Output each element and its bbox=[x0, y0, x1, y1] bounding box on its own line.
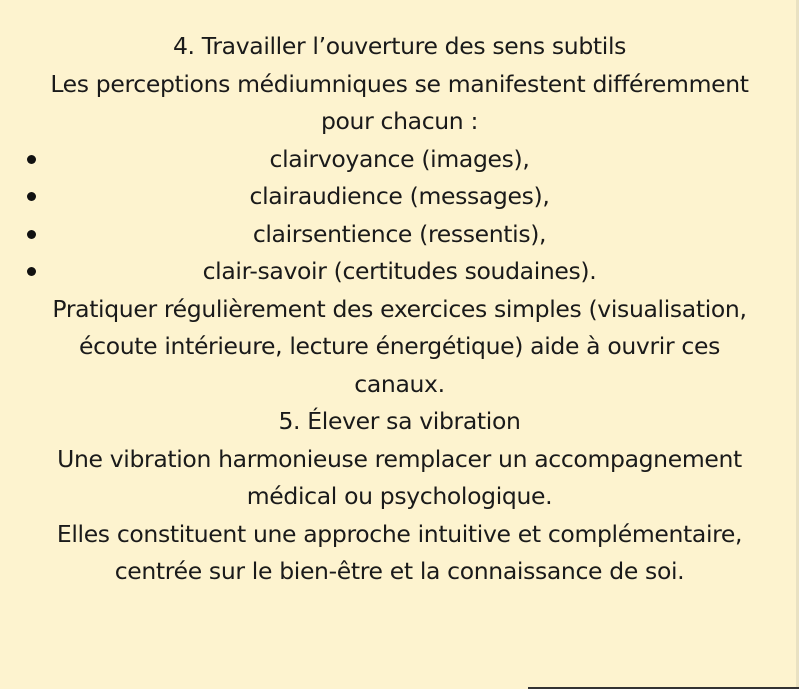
section-5-line-1: Une vibration harmonieuse remplacer un accompagnement bbox=[57, 444, 742, 473]
section-4-title: 4. Travailler l’ouverture des sens subtils bbox=[172, 32, 627, 60]
section-5-title: 5. Élever sa vibration bbox=[278, 407, 521, 435]
list-item bbox=[0, 253, 799, 291]
bullet-icon bbox=[27, 267, 36, 276]
section-4-practice-line-3: canaux. bbox=[354, 369, 445, 398]
section-4-intro-line-2: pour chacun : bbox=[320, 107, 479, 135]
bullet-icon bbox=[27, 192, 36, 201]
section-5-line-3: Elles constituent une approche intuitive et complémentaire, bbox=[56, 519, 743, 548]
list-item bbox=[0, 178, 799, 216]
list-item-text: clair-savoir (certitudes soudaines). bbox=[202, 257, 597, 285]
section-4-intro-line-1: Les perceptions médiumniques se manifestent différemment bbox=[50, 69, 749, 98]
document-body bbox=[0, 28, 799, 591]
section-4-practice-line-2: écoute intérieure, lecture énergétique) aide à ouvrir ces bbox=[79, 332, 720, 360]
list-item bbox=[0, 141, 799, 179]
list-item-text: clairaudience (messages), bbox=[249, 182, 550, 210]
perception-list bbox=[0, 141, 799, 291]
list-item-text: clairsentience (ressentis), bbox=[252, 219, 547, 248]
list-item bbox=[0, 216, 799, 254]
bullet-icon bbox=[27, 230, 36, 239]
list-item-text: clairvoyance (images), bbox=[269, 144, 530, 173]
section-4-practice-line-1: Pratiquer régulièrement des exercices simples (visualisation, bbox=[52, 294, 747, 323]
bullet-icon bbox=[27, 155, 36, 164]
section-5-line-4: centrée sur le bien-être et la connaissance de soi. bbox=[114, 557, 685, 585]
section-5-line-2: médical ou psychologique. bbox=[246, 482, 553, 510]
